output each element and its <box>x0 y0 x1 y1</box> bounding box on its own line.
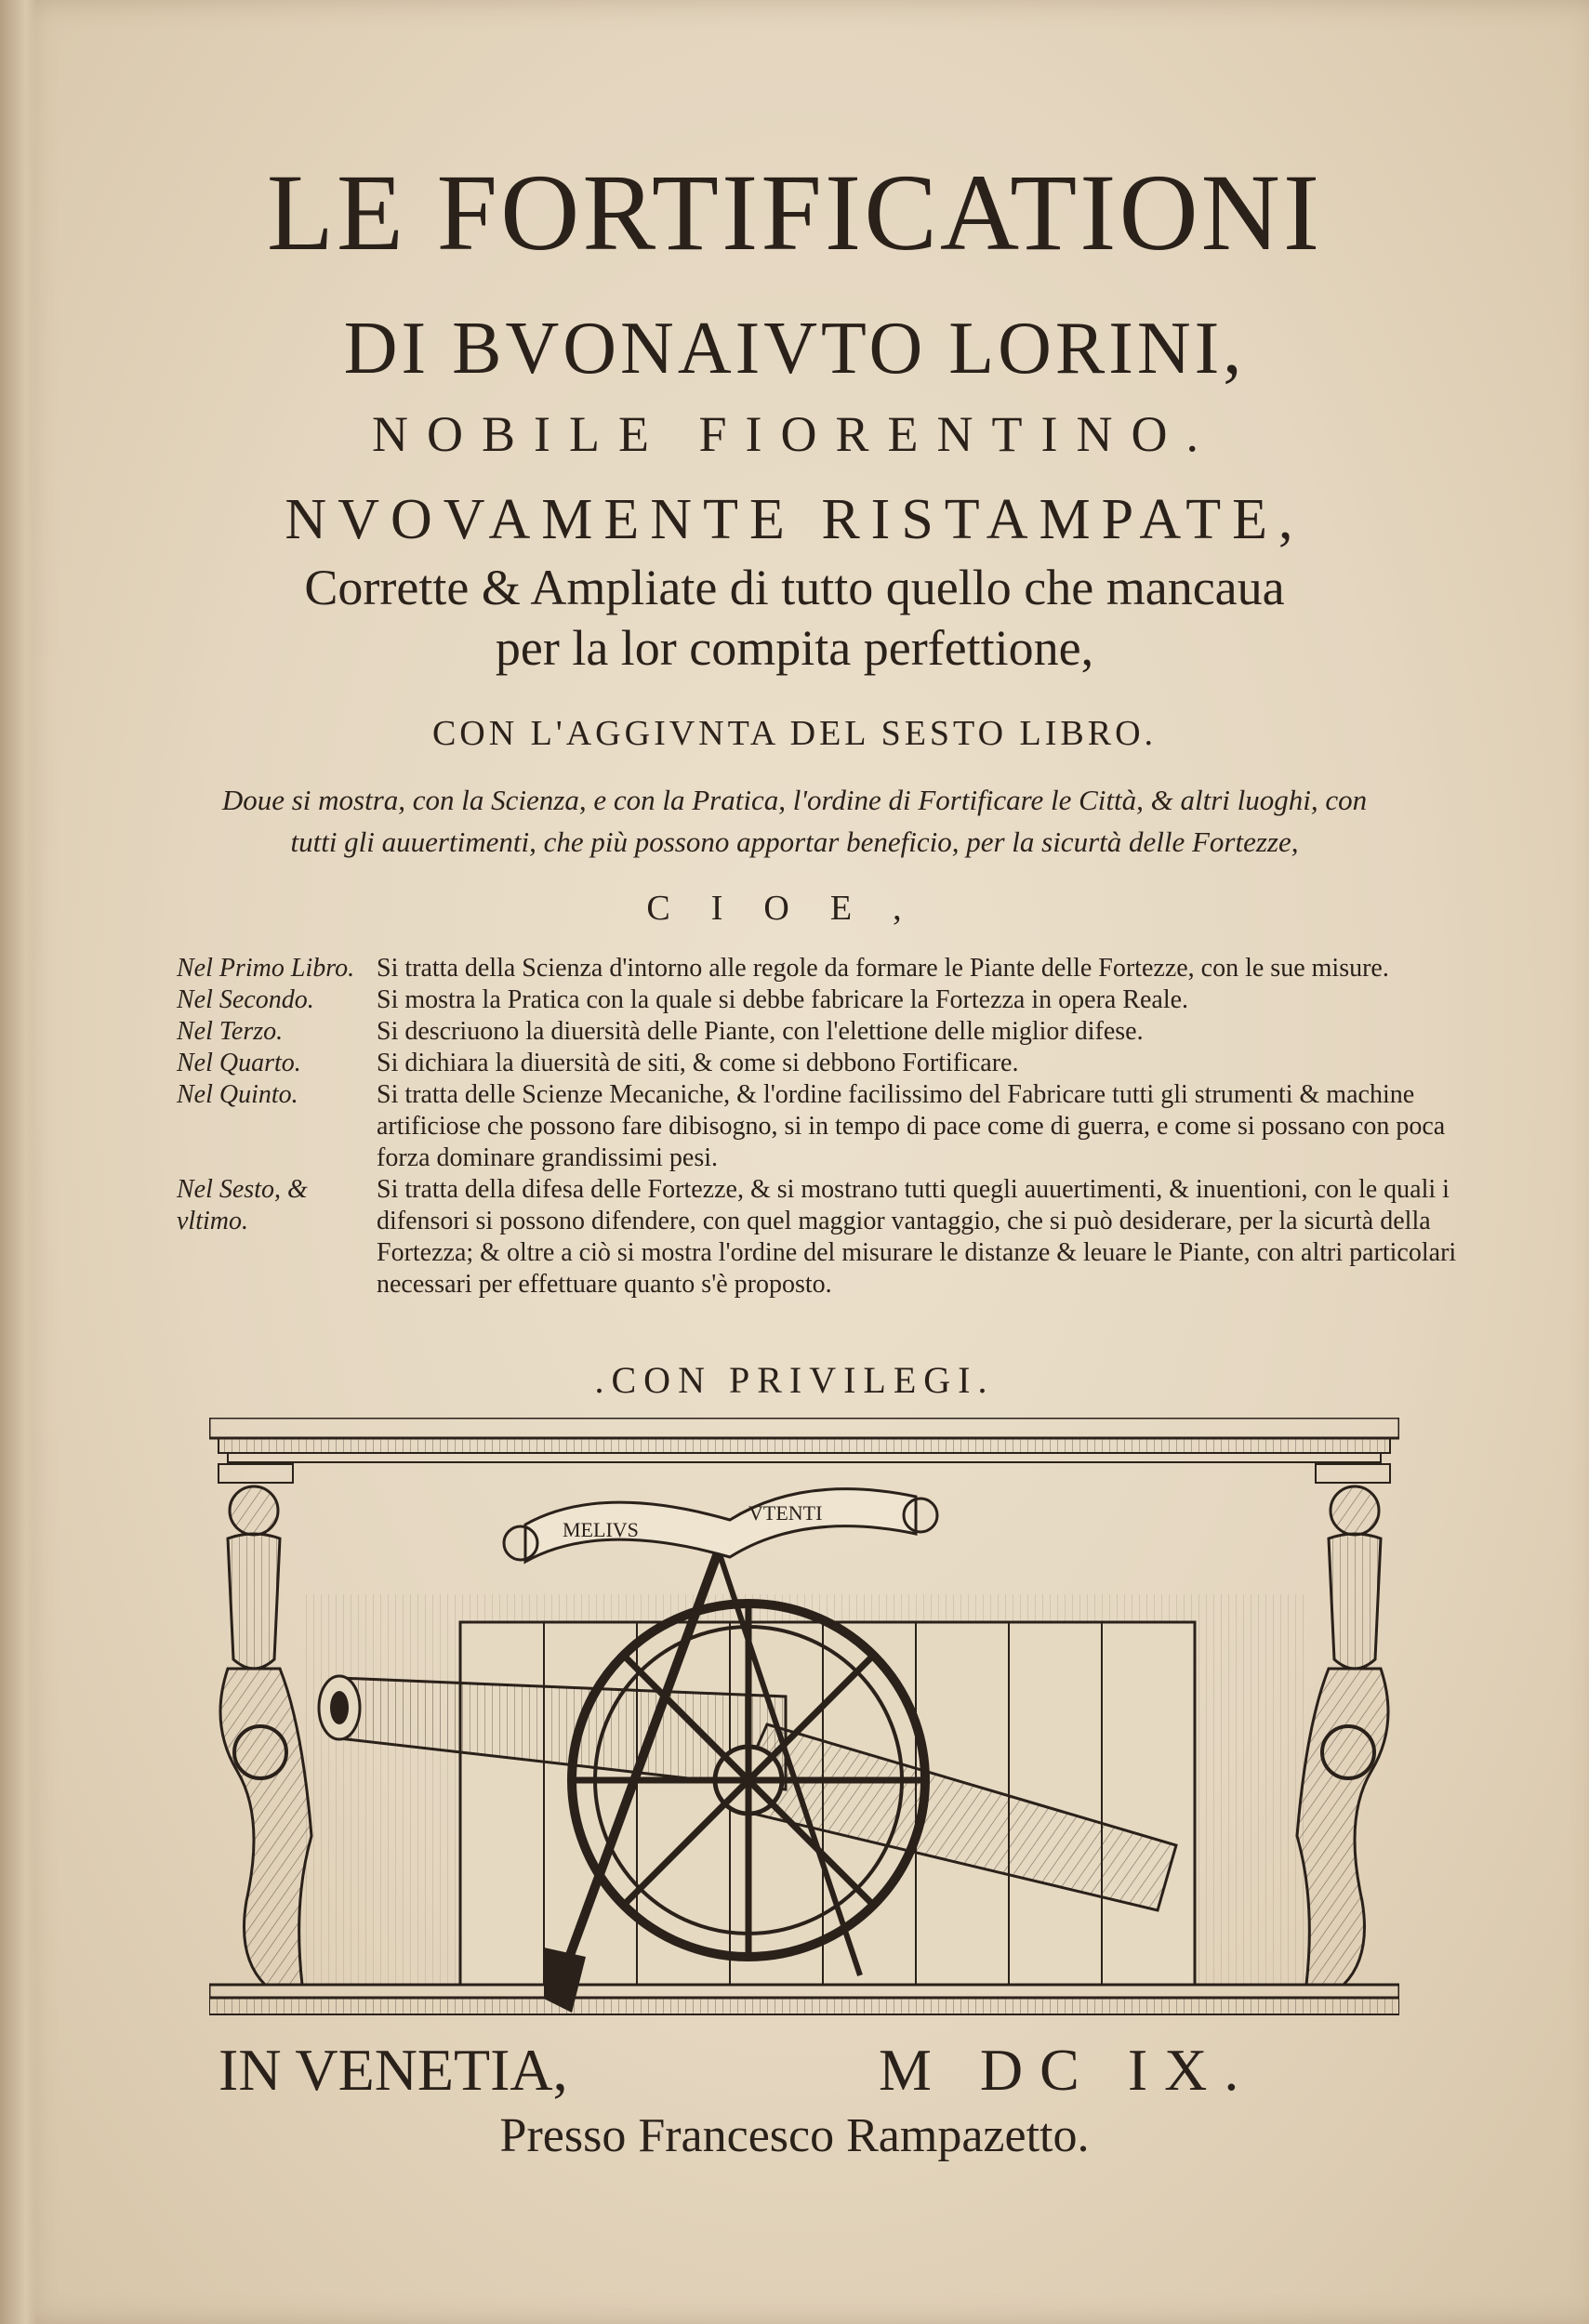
motto-ribbon <box>504 1489 937 1562</box>
description-line-2: tutti gli auuertimenti, che più possono apportar beneficio, per la sicurtà delle Fortezze, <box>290 825 1299 858</box>
book-text: Si tratta della difesa delle Fortezze, & si mostrano tutti quegli auuertimenti, & inuentioni, con le quali i difensori si possono difendere, con quel maggior vantaggio, che si può desiderare, per la sicurtà della Fortezza; & oltre a ciò si mostra l'ordine del misurare le distanze & leuare le Piante, con altri particolari necessari per effettuare quanto s'è proposto. <box>377 1175 1457 1299</box>
book-text: Si tratta delle Scienze Mecaniche, & l'ordine facilissimo del Fabricare tutti gli strumenti & machine artificiose che possono fare dibisogno, si in tempo di pace come di guerra, e come si possano con poca forza dominare grandissimi pesi. <box>377 1080 1446 1172</box>
main-title: LE FORTIFICATIONI <box>266 152 1323 273</box>
book-label: Nel Primo Libro. <box>177 954 355 983</box>
motto-right-text: VTENTI <box>748 1501 823 1525</box>
cannon-wheel <box>572 1604 925 1957</box>
description-line-1: Doue si mostra, con la Scienza, e con la Pratica, l'ordine di Fortificare le Città, & altri luoghi, con <box>221 784 1368 816</box>
book-entry-1 <box>177 953 1460 984</box>
book-text: Si tratta della Scienza d'intorno alle regole da formare le Piante delle Fortezze, con le sue misure. <box>377 954 1389 983</box>
book-entry-5 <box>177 1079 1460 1174</box>
author-origin: NOBILE FIORENTINO. <box>372 406 1217 462</box>
right-term-figure <box>1297 1464 1390 1985</box>
book-label: Nel Terzo. <box>177 1017 284 1046</box>
author-line: DI BVONAIVTO LORINI, <box>343 308 1246 390</box>
book-contents-list <box>177 953 1460 1301</box>
book-entry-2 <box>177 984 1460 1016</box>
imprint-year: M DC IX. <box>879 2037 1256 2103</box>
privilege-line: .CON PRIVILEGI. <box>594 1359 995 1401</box>
base-plinth <box>209 1985 1399 2014</box>
book-entry-4 <box>177 1048 1460 1079</box>
corrections-line: Corrette & Ampliate di tutto quello che mancaua <box>304 560 1285 615</box>
book-label: Nel Quarto. <box>177 1049 301 1077</box>
book-label: Nel Secondo. <box>177 985 314 1014</box>
book-entry-3 <box>177 1016 1460 1048</box>
printer-line: Presso Francesco Rampazetto. <box>499 2109 1090 2162</box>
top-cornice <box>209 1418 1399 1462</box>
book-text: Si descriuono la diuersità delle Piante, con l'elettione delle miglior difese. <box>377 1017 1144 1046</box>
perfection-line: per la lor compita perfettione, <box>495 620 1094 676</box>
cannon-woodcut-illustration <box>209 1418 1399 2022</box>
book-text: Si dichiara la diuersità de siti, & come si debbono Fortificare. <box>377 1049 1019 1077</box>
book-label: Nel Sesto, & vltimo. <box>177 1175 308 1235</box>
cioe-heading: CIOE, <box>646 889 943 928</box>
sixth-book-line: CON L'AGGIVNTA DEL SESTO LIBRO. <box>431 714 1158 753</box>
book-label: Nel Quinto. <box>177 1080 298 1109</box>
motto-left-text: MELIVS <box>563 1518 639 1541</box>
reprint-line: NVOVAMENTE RISTAMPATE, <box>285 488 1304 551</box>
book-entry-6 <box>177 1174 1460 1301</box>
left-term-figure <box>218 1464 311 1985</box>
book-text: Si mostra la Pratica con la quale si debbe fabricare la Fortezza in opera Reale. <box>377 985 1189 1014</box>
imprint-city: IN VENETIA, <box>218 2037 568 2103</box>
